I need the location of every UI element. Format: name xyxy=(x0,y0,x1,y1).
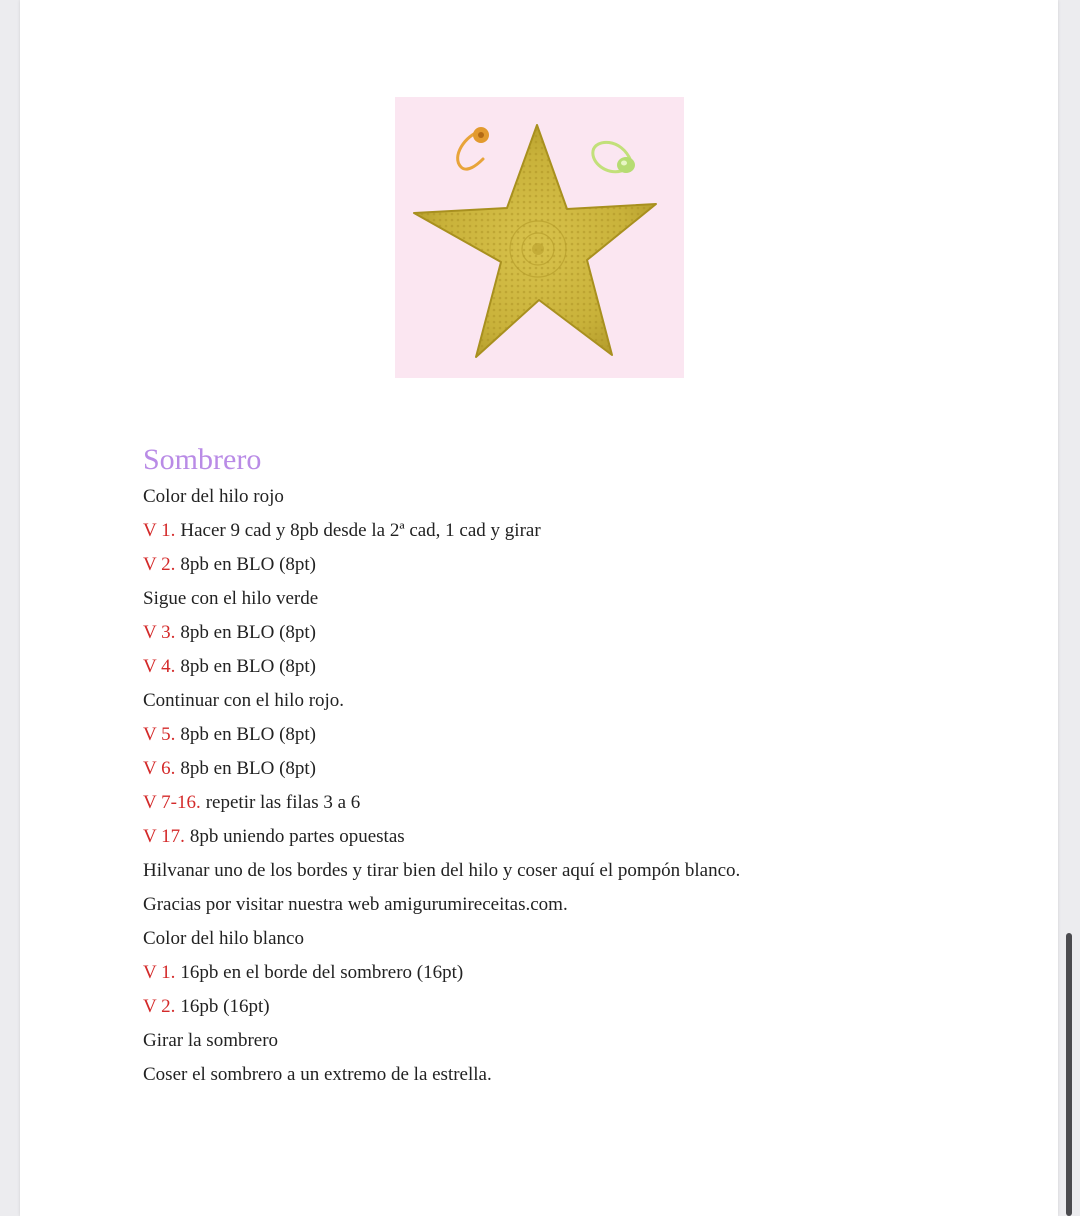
row-text: 8pb en BLO (8pt) xyxy=(180,554,317,575)
row-label: V 6. xyxy=(143,758,176,779)
instruction-note xyxy=(143,854,1023,888)
instruction-note xyxy=(143,888,1023,922)
instruction-note xyxy=(143,1058,1023,1092)
row-text: 8pb en BLO (8pt) xyxy=(180,622,317,643)
instruction-row xyxy=(143,514,1023,548)
row-text: Coser el sombrero a un extremo de la estrella. xyxy=(143,1064,492,1085)
instruction-note xyxy=(143,922,1023,956)
row-text: 8pb en BLO (8pt) xyxy=(180,758,317,779)
row-text: 8pb en BLO (8pt) xyxy=(180,724,317,745)
row-text: Color del hilo rojo xyxy=(143,486,284,507)
pattern-section xyxy=(143,440,1023,1092)
row-label: V 4. xyxy=(143,656,176,677)
orange-stitch-marker-icon xyxy=(458,127,489,169)
pattern-lines xyxy=(143,480,1023,1092)
row-label: V 1. xyxy=(143,962,176,983)
section-title: Sombrero xyxy=(143,443,262,476)
instruction-row xyxy=(143,786,1023,820)
row-text: Hilvanar uno de los bordes y tirar bien del hilo y coser aquí el pompón blanco. xyxy=(143,860,741,881)
row-label: V 1. xyxy=(143,520,176,541)
row-text: 8pb en BLO (8pt) xyxy=(180,656,317,677)
row-text: Color del hilo blanco xyxy=(143,928,304,949)
row-label: V 5. xyxy=(143,724,176,745)
instruction-row xyxy=(143,718,1023,752)
scrollbar-thumb[interactable] xyxy=(1066,933,1072,1216)
instruction-row xyxy=(143,616,1023,650)
row-text: Sigue con el hilo verde xyxy=(143,588,319,609)
green-stitch-marker-icon xyxy=(593,142,635,173)
star-illustration xyxy=(395,97,684,378)
crochet-star-image xyxy=(395,97,684,378)
instruction-note xyxy=(143,684,1023,718)
row-text: Girar la sombrero xyxy=(143,1030,279,1051)
row-text: 16pb (16pt) xyxy=(180,996,270,1017)
instruction-row xyxy=(143,548,1023,582)
instruction-note xyxy=(143,582,1023,616)
instruction-row xyxy=(143,752,1023,786)
row-text: Continuar con el hilo rojo. xyxy=(143,690,345,711)
row-text: Hacer 9 cad y 8pb desde la 2ª cad, 1 cad y girar xyxy=(180,520,541,541)
instruction-row xyxy=(143,990,1023,1024)
row-label: V 3. xyxy=(143,622,176,643)
instruction-row xyxy=(143,956,1023,990)
document-page xyxy=(20,0,1058,1216)
instruction-note xyxy=(143,1024,1023,1058)
row-text: 16pb en el borde del sombrero (16pt) xyxy=(180,962,464,983)
row-label: V 17. xyxy=(143,826,185,847)
row-label: V 2. xyxy=(143,554,176,575)
instruction-note xyxy=(143,480,1023,514)
instruction-row xyxy=(143,650,1023,684)
row-text: repetir las filas 3 a 6 xyxy=(205,792,361,813)
row-label: V 7-16. xyxy=(143,792,201,813)
row-text: 8pb uniendo partes opuestas xyxy=(189,826,405,847)
instruction-row xyxy=(143,820,1023,854)
row-text: Gracias por visitar nuestra web amigurumireceitas.com. xyxy=(143,894,568,915)
row-label: V 2. xyxy=(143,996,176,1017)
